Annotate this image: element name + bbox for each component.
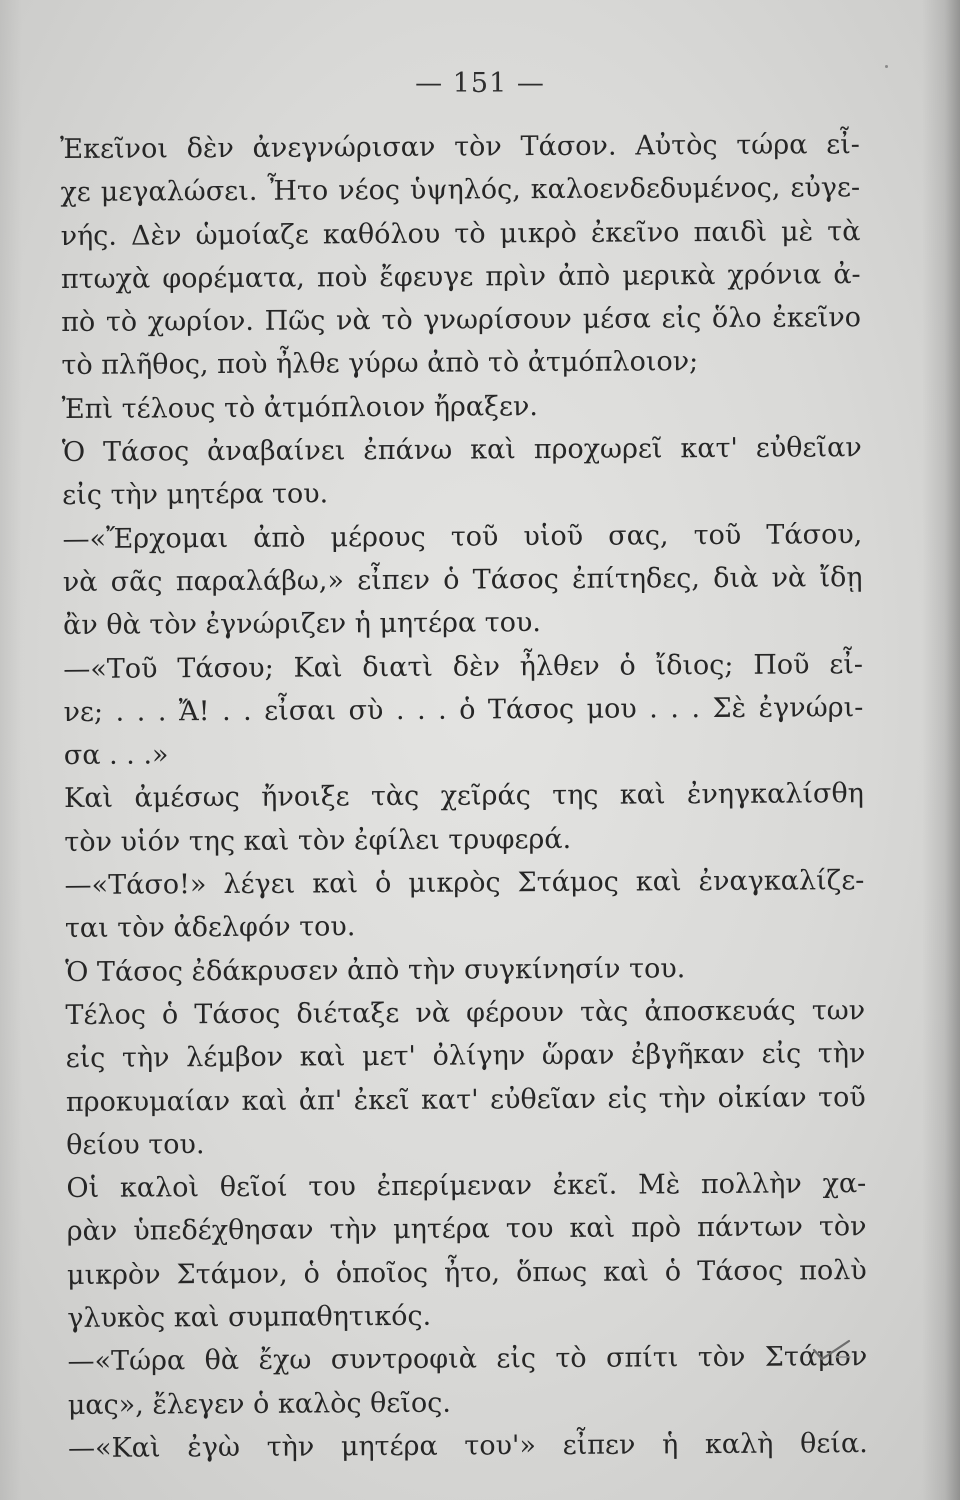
text-line: —«Τάσο!» λέγει καὶ ὁ μικρὸς Στάμος καὶ ἐναγκαλίζε- <box>64 865 865 902</box>
text-line: —«Τοῦ Τάσου; Καὶ διατὶ δὲν ἦλθεν ὁ ἴδιος; Ποῦ εἶ- <box>63 648 864 685</box>
text-line: ται τὸν ἀδελφόν του. <box>64 911 356 945</box>
handwritten-check-mark <box>812 1338 852 1364</box>
text-line: ἂν θὰ τὸν ἐγνώριζεν ἡ μητέρα του. <box>62 607 542 642</box>
text-line: Ἐπὶ τέλους τὸ ἀτμόπλοιον ἤραξεν. <box>61 390 539 425</box>
text-line: εἰς τὴν λέμβον καὶ μετ' ὀλίγην ὥραν ἐβγῆκαν εἰς τὴν <box>65 1038 866 1075</box>
text-line: τὸν υἱόν της καὶ τὸν ἐφίλει τρυφερά. <box>64 823 572 858</box>
text-line: πτωχὰ φορέματα, ποὺ ἔφευγε πρὶν ἀπὸ μερικὰ χρόνια ἀ- <box>60 259 861 295</box>
page-right-shadow <box>922 0 960 1500</box>
text-line: εἰς τὴν μητέρα του. <box>62 478 329 512</box>
text-line: τὸ πλῆθος, ποὺ ἦλθε γύρω ἀπὸ τὸ ἀτμόπλοιον; <box>61 346 699 382</box>
text-line: σα . . .» <box>63 739 169 772</box>
text-line: θείου του. <box>66 1128 205 1161</box>
text-line: —«Καὶ ἐγὼ τὴν μητέρα του'» εἶπεν ἡ καλὴ θεία. <box>67 1427 868 1464</box>
text-line: Καὶ ἀμέσως ἤνοιξε τὰς χεῖράς της καὶ ἐνηγκαλίσθη <box>64 778 864 815</box>
text-line: μας», ἔλεγεν ὁ καλὸς θεῖος. <box>67 1387 451 1421</box>
text-line: —«Ἔρχομαι ἀπὸ μέρους τοῦ υἱοῦ σας, τοῦ Τάσου, <box>62 518 863 555</box>
text-line: Ὁ Τάσος ἀναβαίνει ἐπάνω καὶ προχωρεῖ κατ' εὐθεῖαν <box>61 432 862 469</box>
page-left-shadow <box>0 0 22 1500</box>
text-line: μικρὸν Στάμον, ὁ ὁποῖος ἦτο, ὅπως καὶ ὁ Τάσος πολὺ <box>66 1254 867 1291</box>
text-line: Ἐκεῖνοι δὲν ἀνεγνώρισαν τὸν Τάσον. Αὐτὸς τώρα εἶ- <box>60 129 860 165</box>
text-line: Τέλος ὁ Τάσος διέταξε νὰ φέρουν τὰς ἀποσκευάς των <box>65 995 866 1031</box>
text-line: προκυμαίαν καὶ ἀπ' ἐκεῖ κατ' εὐθεῖαν εἰς τὴν οἰκίαν τοῦ <box>65 1081 866 1118</box>
text-line: νής. Δὲν ὡμοίαζε καθόλου τὸ μικρὸ ἐκεῖνο παιδὶ μὲ τὰ <box>60 215 861 252</box>
text-line: Ὁ Τάσος ἐδάκρυσεν ἀπὸ τὴν συγκίνησίν του. <box>65 952 686 988</box>
text-line: γλυκὸς καὶ συμπαθητικός. <box>67 1300 432 1334</box>
text-line: πὸ τὸ χωρίον. Πῶς νὰ τὸ γνωρίσουν μέσα εἰς ὅλο ἐκεῖνο <box>61 302 862 339</box>
text-line: χε μεγαλώσει. Ἦτο νέος ὑψηλός, καλοενδεδυμένος, εὐγε- <box>60 172 861 209</box>
text-line: Οἱ καλοὶ θεῖοί του ἐπερίμεναν ἐκεῖ. Μὲ πολλὴν χα- <box>66 1168 867 1205</box>
text-line: νὰ σᾶς παραλάβω,» εἶπεν ὁ Τάσος ἐπίτηδες, διὰ νὰ ἴδῃ <box>62 562 863 598</box>
text-line: ρὰν ὑπεδέχθησαν τὴν μητέρα του καὶ πρὸ πάντων τὸν <box>66 1211 867 1248</box>
text-line: —«Τώρα θὰ ἔχω συντροφιὰ εἰς τὸ σπίτι τὸν Στάμον <box>67 1341 868 1378</box>
text-line: νε; . . . Ἄ! . . εἶσαι σὺ . . . ὁ Τάσος μου . . . Σὲ ἐγνώρι- <box>63 691 864 728</box>
body-text <box>60 123 868 1470</box>
page-number: — 151 — <box>415 68 545 99</box>
